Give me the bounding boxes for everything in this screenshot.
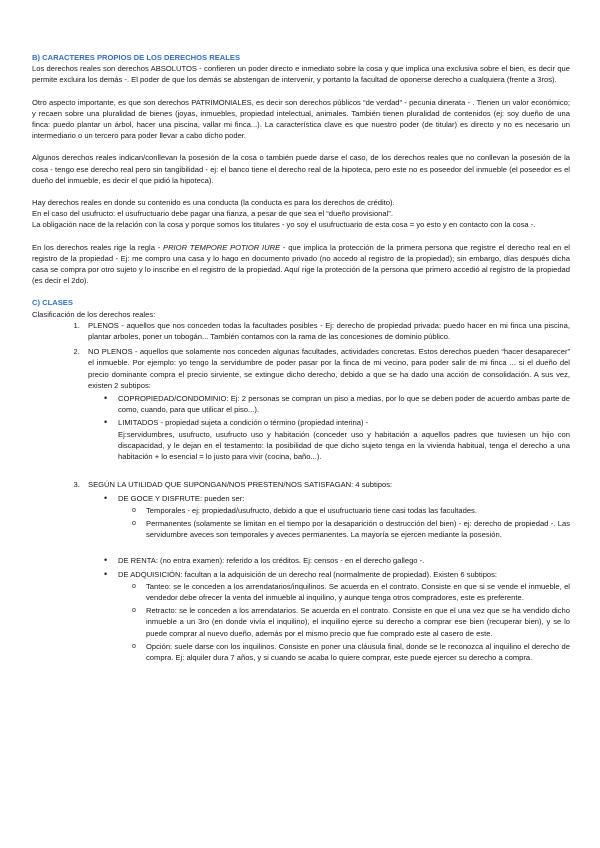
list-item-goce-disfrute bbox=[118, 493, 570, 554]
goce-disfrute-text: DE GOCE Y DISFRUTE: pueden ser: bbox=[118, 493, 245, 503]
prior-tempore-post: - que implica la protección de la primera persona que registre el derecho real en el registro de la propiedad - Ej: me compro una casa y lo hago en documento privado (no accedo al registro de la propiedad); sin embargo, días después dicha casa se compra por otro sujeto y lo inscribe en el registro de la propiedad. Aquí rige la protección de la persona que primero accedió al registro de la propiedad (es decir el 2do). bbox=[32, 242, 570, 286]
clases-list bbox=[32, 320, 570, 663]
list-item-permanentes: o Permanentes (solamente se limitan en el tiempo por la desaparición o destrucción del bien) - ej: derecho de propiedad -. Las servidumbre aveces son temporales y aveces permanentes. La mayoría se ejercen mediante la posesión. bbox=[146, 518, 570, 540]
goce-disfrute-subtypes bbox=[118, 505, 570, 541]
prior-tempore-pre: En los derechos reales rige la regla - bbox=[32, 242, 163, 252]
section-c-heading: C) CLASES bbox=[32, 298, 73, 308]
list-item-plenos bbox=[82, 320, 570, 342]
plenos-text: PLENOS - aquellos que nos conceden todas la facultades posibles - Ej: derecho de propiedad privada: puedo hacer en mi finca una piscina, plantar arboles, poner un tobogán... También contamos con la rama de las concesiones de dominio público. bbox=[88, 320, 570, 342]
list-item-copropiedad: • COPROPIEDAD/CONDOMINIO: Ej: 2 personas se compran un piso a medias, por lo que se deben poder de acuerdo ambas parte de como, cuando, para que utilicar el piso...). bbox=[118, 393, 570, 415]
paragraph-usufructo: En el caso del usufructo: el usufructuario debe pagar una fianza, a pesar de que sea el “dueño provisional”. bbox=[32, 209, 393, 219]
list-item-adquisicion bbox=[118, 569, 570, 664]
list-item-limitados bbox=[118, 417, 570, 462]
list-item-opcion: o Opción: suele darse con los inquilinos. Consiste en poner una cláusula final, donde se le reconozca al inquilino el derecho de compra. Ej: alquiler dura 7 años, y si cuando se acaba lo quiere comprar, este puede ejercer su derecho a compra. bbox=[146, 641, 570, 663]
adquisicion-subtypes bbox=[118, 581, 570, 663]
limitados-title: • LIMITADOS - propiedad sujeta a condición o término (propiedad interina) - bbox=[118, 418, 369, 428]
paragraph-prior-tempore bbox=[32, 242, 570, 287]
limitados-example: Ej:servidumbres, usufructo, usufructo uso y habitación (conceder uso y habitación a aquellos padres que tuviesen un hijo con discapacidad, y le dejan en el testamento: la posibilidad de que dicho sujeto tenga en la vivienda habitual, tenga el derecho a una habitación + lo esencial = lo justo para vivir (cocina, baño...). bbox=[118, 429, 570, 462]
paragraph-obligacion: La obligación nace de la relación con la cosa y porque somos los titulares - yo soy el usufructuario de esta cosa = yo esto y en contacto con la cosa -. bbox=[32, 220, 536, 230]
prior-tempore-rule: PRIOR TEMPORE POTIOR IURE bbox=[163, 242, 281, 252]
paragraph-absolutos: Los derechos reales son derechos ABSOLUTOS - confieren un poder directo e inmediato sobre la cosa y que implica una exclusiva sobre el bien, es decir que permite excluira los demás -. El poder de que los demás se abstengan de intervenir, y portanto la facultad de oponerse derecho a cualquiera (frente a 3ros). bbox=[32, 64, 570, 85]
utilidad-subtypes bbox=[88, 493, 570, 664]
document-page bbox=[32, 52, 570, 667]
clasificacion-intro: Clasificación de los derechos reales: bbox=[32, 309, 156, 319]
list-item-renta: • DE RENTA: (no entra examen): referido a los créditos. Ej: censos - en el derecho gallego -. bbox=[118, 555, 570, 566]
no-plenos-subtypes bbox=[88, 393, 570, 462]
list-item-retracto: o Retracto: se le conceden a los arrendatarios. Se acuerda en el contrato. Consiste en que el una vez que se ha vendido dicho inmueble a un 3ro (en donde vivía el inquilino), el inquilino ejerce su derecho a comprar ese bien (recuperar bien), y se lo puede comprar al nuevo dueño, además por el mismo precio que fue comprado este al casero de este. bbox=[146, 605, 570, 639]
adquisicion-text: DE ADQUISICIÓN: facultan a la adquisición de un derecho real (normalmente de propiedad). Existen 6 subtipos: bbox=[118, 569, 498, 579]
list-item-temporales: o Temporales - ej: propiedad/usufructo, debido a que el usufructuario tiene casi todas las facultades. bbox=[146, 505, 570, 516]
list-item-utilidad bbox=[82, 479, 570, 663]
paragraph-posesion: Algunos derechos reales indican/conllevan la posesión de la cosa o también puede darse el caso, de los derechos reales que no conllevan la posesión de la cosa - tengo ese derecho real pero sin tangibilidad - ej: el banco tiene el derecho real de la hipoteca, pero este no es poseedor del inmueble (el poseedor es el dueño del inmueble, es decir el que pidió la hipoteca). bbox=[32, 153, 570, 185]
list-item-no-plenos bbox=[82, 346, 570, 475]
no-plenos-text: NO PLENOS - aquellos que solamente nos conceden algunas facultades, actividades concretas. Estos derechos pueden “hacer desaparecer” el inmueble. Por ejemplo: yo tengo la servidumbre de poder pasar por la finca de mi vecino, para poder salir de mi finca ... si el dueño del precio dominante compra el precio sirviente, se extingue dicho derecho, debido a que se ha dado una acción de consolidación. A sus vez, existen 2 subtipos: bbox=[88, 347, 570, 390]
section-b-heading: B) CARACTERES PROPIOS DE LOS DERECHOS REALES bbox=[32, 53, 241, 62]
paragraph-conducta: Hay derechos reales en donde su contenido es una conducta (la conducta es para los derechos de crédito). bbox=[32, 198, 395, 208]
utilidad-text: SEGÚN LA UTILIDAD QUE SUPONGAN/NOS PRESTEN/NOS SATISFAGAN: 4 subtipos: bbox=[88, 480, 393, 490]
list-item-tanteo: o Tanteo: se le conceden a los arrendatarios/inquilinos. Se acuerda en el contrato. Consiste en que si se vende el inmueble, el vendedor debe ofrecer la venta del inmueble al inquilino, y aunque tenga otros compradores, este es preferente. bbox=[146, 581, 570, 603]
paragraph-patrimoniales: Otro aspecto importante, es que son derechos PATRIMONIALES, es decir son derechos públicos “de verdad” - pecunia dinerata - . Tienen un valor económico; y recaen sobre una pluralidad de bienes (joyas, inmuebles, propiedad intelectual, animales. También tienen pluralidad de contenidos (ej: soy dueño de una finca: puedo plantar un árbol, hacer una piscina, vallar mi finca...). La característica clave es que nuestro poder (de titular) es directo y no es necesario un intermediario o un tercero para poder llevar a cabo dicho poder. bbox=[32, 97, 570, 141]
